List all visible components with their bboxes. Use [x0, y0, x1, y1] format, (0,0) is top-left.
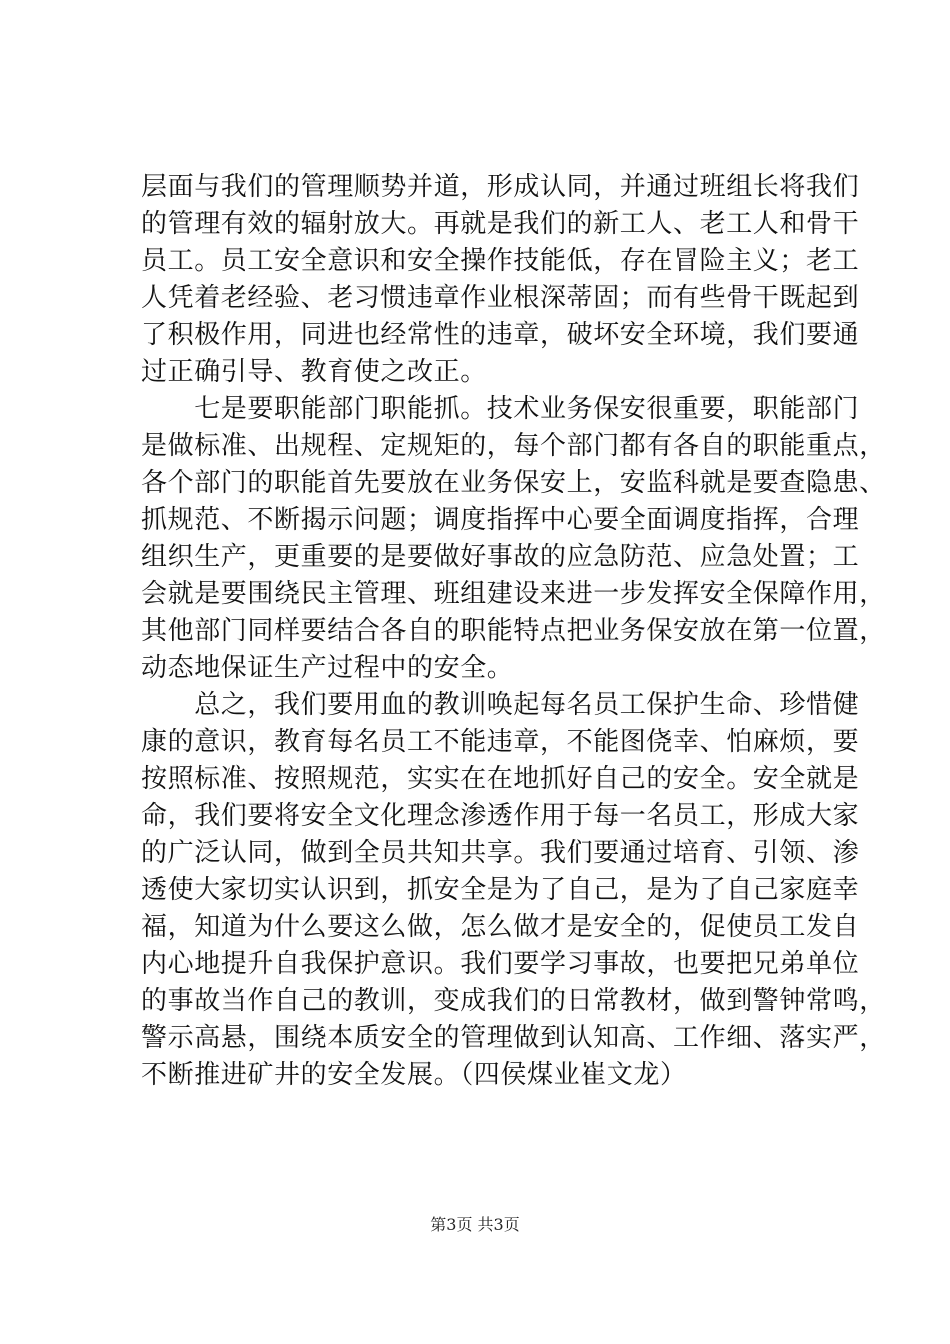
text-line: 员工。员工安全意识和安全操作技能低，存在冒险主义；老工 — [141, 246, 860, 276]
text-line: 的广泛认同，做到全员共知共享。我们要通过培育、引领、渗 — [141, 838, 860, 868]
text-line: 抓规范、不断揭示问题；调度指挥中心要全面调度指挥，合理 — [141, 505, 860, 535]
body-text — [141, 169, 886, 1094]
text-line: 总之，我们要用血的教训唤起每名员工保护生命、珍惜健 — [141, 690, 860, 720]
text-line: 会就是要围绕民主管理、班组建设来进一步发挥安全保障作用， — [141, 579, 886, 609]
text-line: 了积极作用，同进也经常性的违章，破坏安全环境，我们要通 — [141, 320, 860, 350]
text-line: 过正确引导、教育使之改正。 — [141, 357, 487, 387]
text-line: 警示高悬，围绕本质安全的管理做到认知高、工作细、落实严， — [141, 1023, 886, 1053]
text-line: 内心地提升自我保护意识。我们要学习事故，也要把兄弟单位 — [141, 949, 860, 979]
text-line: 人凭着老经验、老习惯违章作业根深蒂固；而有些骨干既起到 — [141, 283, 860, 313]
text-line: 命，我们要将安全文化理念渗透作用于每一名员工，形成大家 — [141, 801, 860, 831]
text-line: 七是要职能部门职能抓。技术业务保安很重要，职能部门 — [141, 394, 860, 424]
text-line: 各个部门的职能首先要放在业务保安上，安监科就是要查隐患、 — [141, 468, 886, 498]
text-line: 康的意识，教育每名员工不能违章，不能图侥幸、怕麻烦，要 — [141, 727, 860, 757]
text-line: 福，知道为什么要这么做，怎么做才是安全的，促使员工发自 — [141, 912, 860, 942]
text-line: 的管理有效的辐射放大。再就是我们的新工人、老工人和骨干 — [141, 209, 860, 239]
text-line: 透使大家切实认识到，抓安全是为了自己，是为了自己家庭幸 — [141, 875, 860, 905]
text-line: 不断推进矿井的安全发展。（四侯煤业崔文龙） — [141, 1060, 687, 1090]
text-line: 是做标准、出规程、定规矩的，每个部门都有各自的职能重点， — [141, 431, 886, 461]
text-line: 组织生产，更重要的是要做好事故的应急防范、应急处置；工 — [141, 542, 860, 572]
text-line: 按照标准、按照规范，实实在在地抓好自己的安全。安全就是 — [141, 764, 860, 794]
page-number-footer: 第3页 共3页 — [430, 1215, 520, 1234]
text-line: 动态地保证生产过程中的安全。 — [141, 653, 514, 683]
text-line: 的事故当作自己的教训，变成我们的日常教材，做到警钟常鸣， — [141, 986, 886, 1016]
text-line: 其他部门同样要结合各自的职能特点把业务保安放在第一位置， — [141, 616, 886, 646]
text-line: 层面与我们的管理顺势并道，形成认同，并通过班组长将我们 — [141, 172, 860, 202]
